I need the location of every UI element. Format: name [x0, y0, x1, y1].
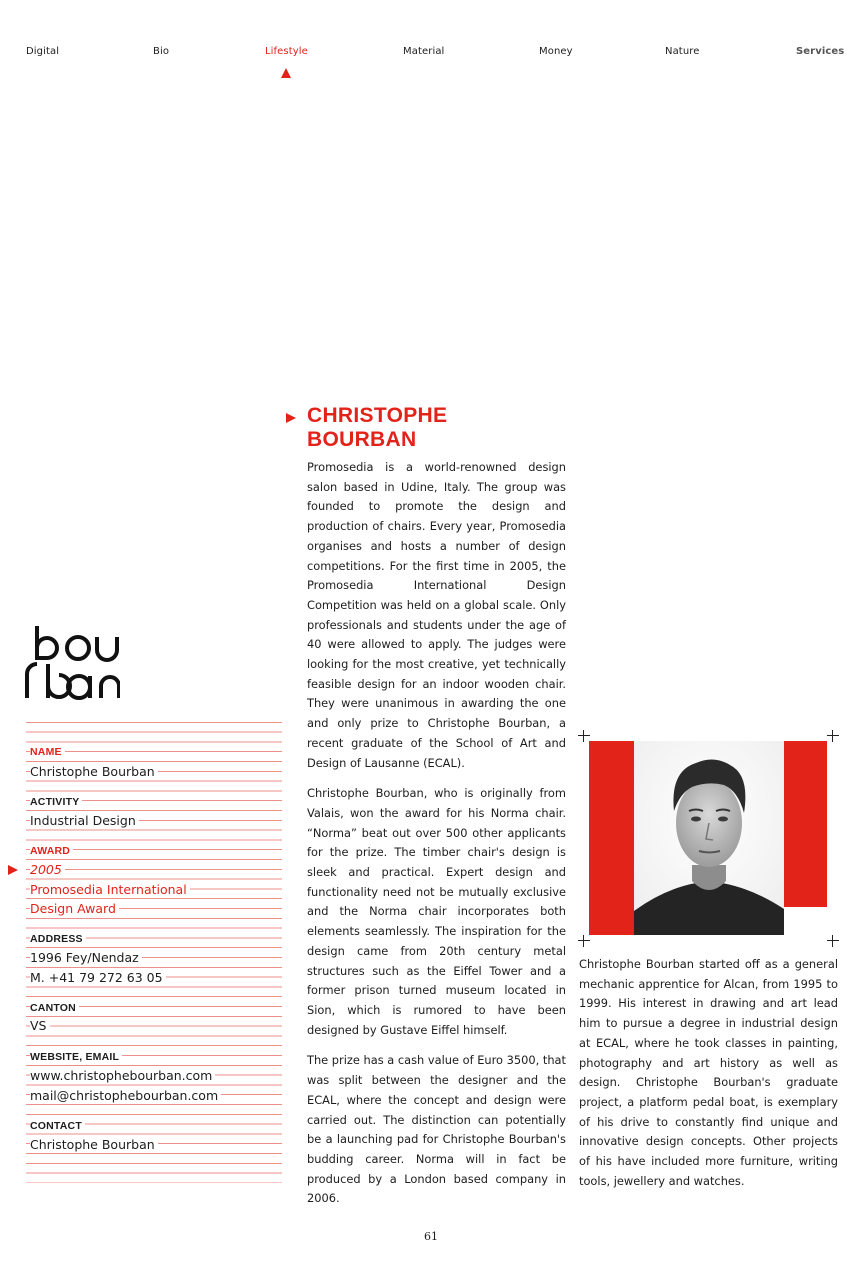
crop-mark-icon — [827, 935, 839, 947]
article-column-main — [307, 458, 566, 1220]
article-title-line-1: CHRISTOPHE — [307, 404, 448, 427]
paragraph: The prize has a cash value of Euro 3500, that was split between the designer and the ECAL, where the concept and design were carried out. The distinction can potentially be a launching pad for Christophe Bourban's budding career. Norma will in fact be produced by a London based company in 2006. — [307, 1053, 566, 1206]
address-line-2: M. +41 79 272 63 05 — [30, 970, 166, 985]
nav-item-money[interactable]: Money — [539, 46, 573, 57]
paragraph: Christophe Bourban started off as a general mechanic apprentice for Alcan, from 1995 to 1999. His interest in drawing and art lead him to pursue a degree in industrial design at ECAL, where he took classes in painting, photography and art history as well as design. Christophe Bourban's graduate project, a platform pedal boat, is exemplary of his drive to constantly find unique and innovative design concepts. Other projects of his have included more furniture, writing tools, jewellery and watches. — [579, 957, 838, 1188]
crop-mark-icon — [578, 935, 590, 947]
info-sidebar — [26, 713, 282, 1183]
address-label: ADDRESS — [30, 933, 86, 945]
nav-item-lifestyle[interactable]: Lifestyle — [265, 46, 308, 57]
activity-label: ACTIVITY — [30, 796, 82, 808]
award-arrow-icon — [8, 865, 18, 875]
canton-value: VS — [30, 1018, 50, 1033]
award-line-1: Promosedia International — [30, 882, 190, 897]
email-link[interactable]: mail@christophebourban.com — [30, 1088, 221, 1103]
paragraph: Christophe Bourban, who is originally from Valais, won the award for his Norma chair. “Norma” beat out over 500 other applicants for the prize. The timber chair's design is sleek and practical. Expert design and functionality need not be mutually exclusive and the Norma chair incorporates both elements seamlessly. The inspiration for the design came from 20th century metal structures such as the Eiffel Tower and a former prison turned museum located in Sion, which is rumored to have been designed by Gustave Eiffel himself. — [307, 786, 566, 1037]
active-section-marker-icon — [281, 68, 291, 78]
article-title-line-2: BOURBAN — [307, 428, 417, 451]
award-year: 2005 — [30, 862, 65, 877]
portrait-figure — [634, 741, 784, 935]
website-link[interactable]: www.christophebourban.com — [30, 1068, 215, 1083]
canton-label: CANTON — [30, 1002, 79, 1014]
title-arrow-icon — [286, 413, 296, 423]
article-title — [307, 404, 547, 452]
award-label: AWARD — [30, 845, 73, 857]
award-line-2: Design Award — [30, 901, 119, 916]
nav-item-bio[interactable]: Bio — [153, 46, 170, 57]
nav-item-nature[interactable]: Nature — [665, 46, 700, 57]
crop-mark-icon — [827, 730, 839, 742]
page-number: 61 — [424, 1230, 438, 1243]
name-label: NAME — [30, 746, 65, 758]
address-line-1: 1996 Fey/Nendaz — [30, 950, 142, 965]
nav-item-material[interactable]: Material — [403, 46, 445, 57]
website-email-label: WEBSITE, EMAIL — [30, 1051, 122, 1063]
paragraph: Promosedia is a world-renowned design salon based in Udine, Italy. The group was founded to promote the design and production of chairs. Every year, Promosedia organises and hosts a number of design competitions. For the first time in 2005, the Promosedia International Design Competition was held on a global scale. Only professionals and students under the age of 40 were allowed to apply. The judges were looking for the most creative, yet technically feasible design for an indoor wooden chair. They were unanimous in awarding the one and only prize to Christophe Bourban, a recent graduate of the School of Art and Design of Lausanne (ECAL). — [307, 460, 566, 770]
article-column-right — [579, 955, 838, 1191]
nav-item-digital[interactable]: Digital — [26, 46, 60, 57]
portrait-photo — [578, 730, 840, 950]
contact-label: CONTACT — [30, 1120, 85, 1132]
section-nav — [0, 46, 850, 86]
red-bar-right — [783, 741, 827, 907]
activity-value: Industrial Design — [30, 813, 139, 828]
red-bar-left — [589, 741, 635, 935]
contact-value: Christophe Bourban — [30, 1137, 158, 1152]
nav-item-services[interactable]: Services — [796, 46, 845, 57]
name-value: Christophe Bourban — [30, 764, 158, 779]
bourban-logo — [24, 624, 120, 700]
